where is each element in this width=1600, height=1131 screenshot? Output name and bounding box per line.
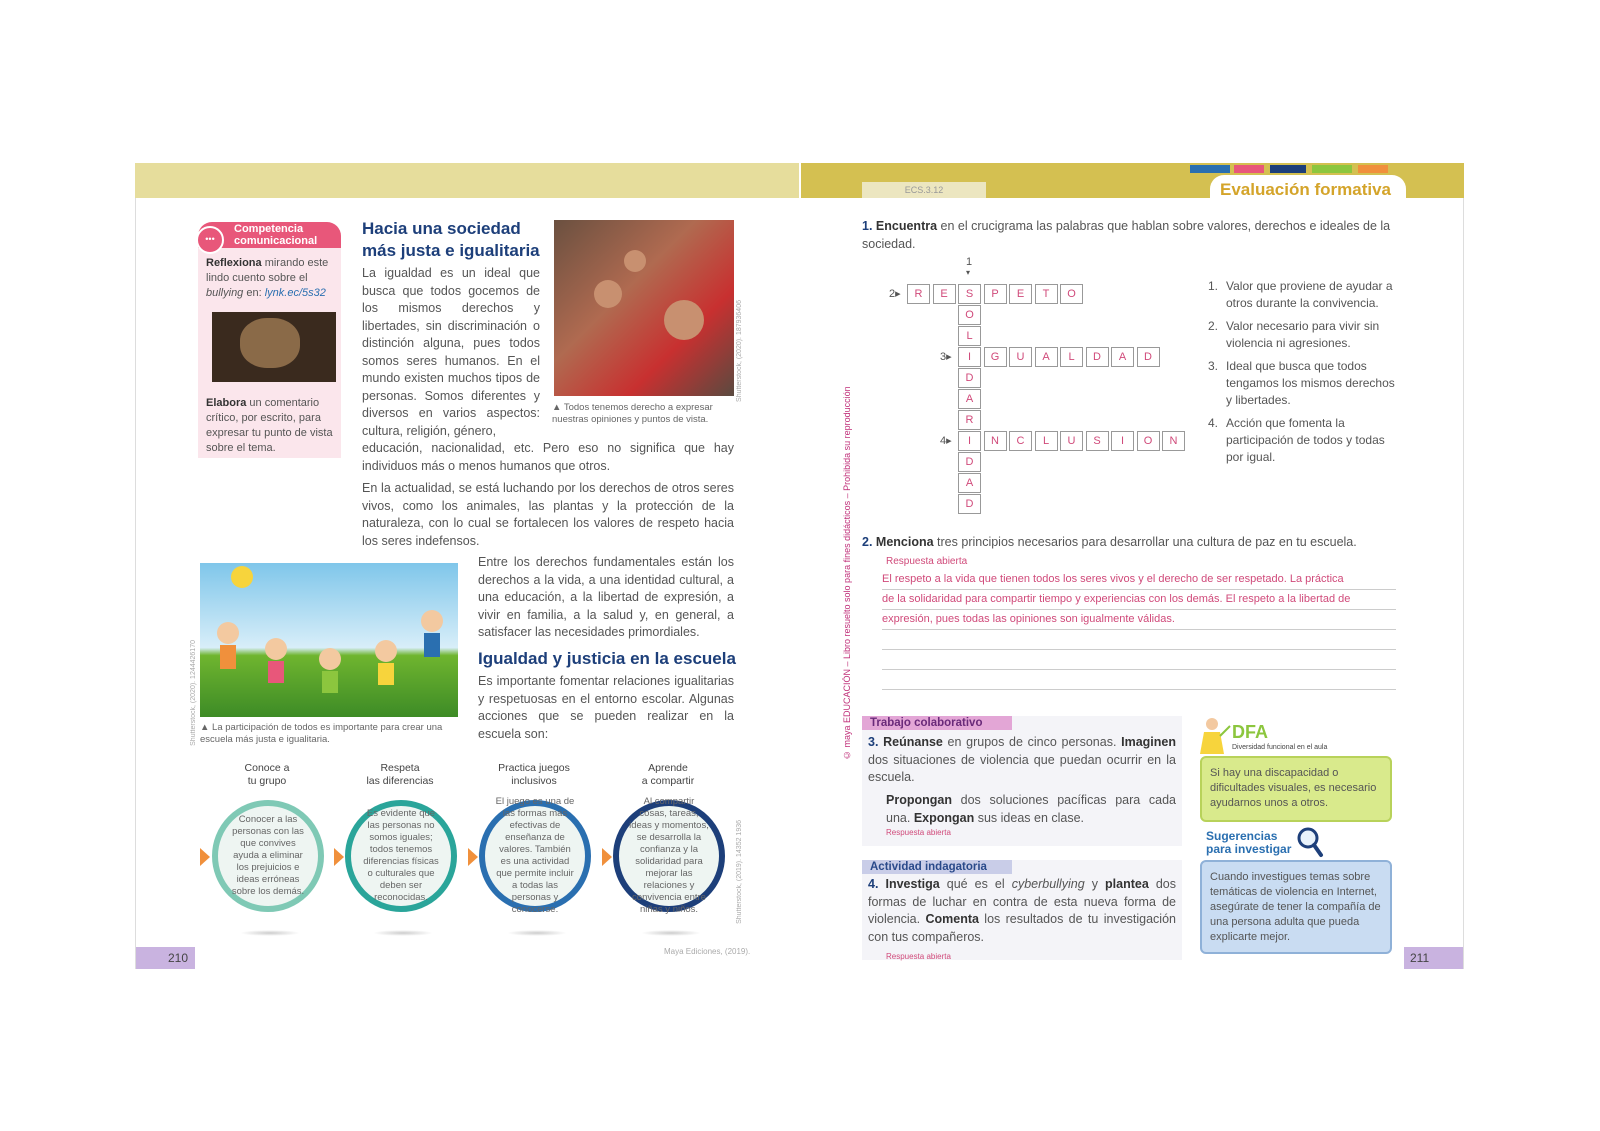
- circle-respeta: Es evidente que las personas no somos iguales; todos tenemos diferencias físicas o culturales que deben ser reconocidas.: [345, 800, 457, 912]
- footer-credit: Maya Ediciones, (2019).: [664, 947, 751, 956]
- paragraph-escuela: Es importante fomentar relaciones igualitarias y respetuosas en el entorno escolar. Algunas acciones que se pueden realizar en la escuela son:: [478, 674, 734, 741]
- sugerencias-box: Cuando investigues temas sobre temáticas de violencia en Internet, asegúrate de tener la compañía de una persona adulta que pueda explicarte mejor.: [1200, 860, 1392, 954]
- shadow: [373, 930, 433, 936]
- crossword-cell: C: [1009, 431, 1032, 451]
- crossword-cell: L: [958, 326, 981, 346]
- elabora-bold: Elabora: [206, 397, 247, 409]
- clue-text: Valor que proviene de ayudar a otros durante la convivencia.: [1226, 279, 1393, 310]
- clue-number: 2.: [1208, 319, 1219, 333]
- arrow-icon: [200, 848, 210, 866]
- clue-number: 3.: [1208, 359, 1219, 373]
- crossword-cell: I: [958, 347, 981, 367]
- crossword: [870, 256, 1190, 516]
- question-4: 4. Investiga qué es el cyberbullying y plantea dos formas de luchar en contra de esta nueva forma de violencia. Comenta los resultados de tu investigación con tus compañeros.: [868, 877, 1176, 944]
- competencia-title-2: comunicacional: [234, 235, 318, 247]
- crossword-cell: L: [1035, 431, 1058, 451]
- circle-aprende: Al compartir cosas, tareas, ideas y momentos, se desarrolla la confianza y la solidaridad para mejorar las relaciones y convivencia entre niñas y niños.: [613, 800, 725, 912]
- crossword-cell: I: [958, 431, 981, 451]
- crossword-cell: D: [1086, 347, 1109, 367]
- indagatoria-band: Actividad indagatoria: [862, 860, 1012, 874]
- q3-number: 3.: [868, 735, 879, 749]
- arrow-icon: [334, 848, 344, 866]
- reflexiona-text: [206, 256, 338, 301]
- paragraph-derechos-fundamentales: Entre los derechos fundamentales están los derechos a la vida, a una identidad cultural, a una educación, a la libertad de expresión, a vivir en familia, a la salud y, en general, a satisfacer las necesidades primordiales.: [478, 555, 734, 639]
- paragraph-igualdad-cont: educación, nacionalidad, etc. Pero eso no significa que hay individuos más o menos humanos que otros.: [362, 441, 734, 473]
- photo1-caption: ▲ Todos tenemos derecho a expresar nuestras opiniones y puntos de vista.: [552, 402, 713, 425]
- dfa-title: DFA: [1232, 722, 1268, 742]
- crossword-row-number: 3▸: [940, 351, 952, 363]
- crossword-down-number: 1: [966, 256, 973, 268]
- crossword-cell: N: [984, 431, 1007, 451]
- children-drawing: [200, 563, 458, 717]
- crossword-cell: E: [1009, 284, 1032, 304]
- crossword-cell: U: [1009, 347, 1032, 367]
- question-2: [862, 534, 1402, 552]
- crossword-cell: T: [1035, 284, 1058, 304]
- crossword-row-number: 2▸: [889, 288, 901, 300]
- crossword-cell: A: [958, 473, 981, 493]
- answer-line-1: El respeto a la vida que tienen todos los seres vivos y el derecho de ser respetado. La práctica: [882, 573, 1344, 585]
- q1-bold: Encuentra: [875, 219, 938, 233]
- q1-text: en el crucigrama las palabras que hablan sobre valores, derechos e ideales de la sociedad.: [862, 219, 1391, 251]
- photo1-credit: Shutterstock, (2020). 187936406: [736, 300, 743, 402]
- reflexiona-en: en:: [243, 287, 265, 299]
- crossword-cell: G: [984, 347, 1007, 367]
- circle-conoce: Conocer a las personas con las que convives ayuda a eliminar los prejuicios e ideas erróneas sobre los demás.: [212, 800, 324, 912]
- reflexiona-bold: Reflexiona: [206, 257, 262, 269]
- crossword-cell: U: [1060, 431, 1083, 451]
- crossword-cell: S: [1086, 431, 1109, 451]
- trabajo-band: Trabajo colaborativo: [862, 716, 1012, 730]
- photo2-credit: Shutterstock, (2020). 1244426170: [190, 640, 197, 746]
- q1-number: 1.: [862, 219, 873, 233]
- crossword-cell: A: [1111, 347, 1134, 367]
- video-character: [240, 318, 300, 368]
- crossword-clue: [1208, 415, 1398, 466]
- elabora-body: un comentario crítico, por escrito, para expresar tu punto de vista sobre el tema.: [206, 397, 333, 454]
- shadow: [507, 930, 567, 936]
- shadow: [641, 930, 701, 936]
- crossword-cell: P: [984, 284, 1007, 304]
- right-edge: [1463, 198, 1464, 969]
- sugerencias-title-2: para investigar: [1206, 842, 1292, 856]
- q2-answer-label: Respuesta abierta: [886, 556, 968, 567]
- shadow: [240, 930, 300, 936]
- section-title: Evaluación formativa: [1220, 180, 1392, 199]
- answer-line-2: de la solidaridad para compartir tiempo y experiencias con los demás. El respeto a la libertad de: [882, 593, 1351, 605]
- question-3-part-2: Propongan dos soluciones pacíficas para cada una. Expongan sus ideas en clase.: [886, 793, 1176, 825]
- circle-practica: El juego es una de las formas más efectivas de enseñanza de valores. También es una actividad que permite incluir a todas las personas y conocerse.: [479, 800, 591, 912]
- crossword-clue: [1208, 278, 1398, 312]
- crossword-cell: A: [958, 389, 981, 409]
- crossword-cell: S: [958, 284, 981, 304]
- heading-igualdad-escuela: Igualdad y justicia en la escuela: [478, 649, 736, 668]
- sugerencias-title-1: Sugerencias: [1206, 829, 1278, 843]
- crossword-cell: R: [907, 284, 930, 304]
- crossword-cell: D: [1137, 347, 1160, 367]
- arrow-icon: [602, 848, 612, 866]
- crossword-cell: O: [1060, 284, 1083, 304]
- circles-credit: Shutterstock, (2019). 14352 1936: [736, 820, 743, 924]
- circle-title-4: Aprende a compartir: [641, 762, 695, 787]
- sugerencias-title: [1206, 830, 1291, 856]
- crossword-clues: [1208, 278, 1398, 472]
- answer-line-3: expresión, pues todas las opiniones son igualmente válidas.: [882, 613, 1175, 625]
- dfa-box: Si hay una discapacidad o dificultades visuales, es necesario ayudarnos unos a otros.: [1200, 756, 1392, 822]
- crossword-clue: [1208, 318, 1398, 352]
- students-photo: [554, 220, 734, 396]
- left-header-bar: [135, 163, 799, 198]
- question-1: [862, 218, 1402, 253]
- curriculum-code: ECS.3.12: [862, 182, 986, 198]
- crossword-cell: O: [1137, 431, 1160, 451]
- dfa-subtitle: Diversidad funcional en el aula: [1232, 744, 1328, 751]
- heading-sociedad: [362, 218, 542, 262]
- q2-text: tres principios necesarios para desarrollar una cultura de paz en tu escuela.: [933, 535, 1357, 549]
- page-number-right: 211: [1410, 951, 1430, 965]
- crossword-cell: I: [1111, 431, 1134, 451]
- q3-answer: Respuesta abierta: [886, 828, 951, 837]
- clue-text: Acción que fomenta la participación de todos y todas por igual.: [1226, 416, 1385, 464]
- crossword-cell: D: [958, 494, 981, 514]
- reflexiona-body: mirando este lindo cuento sobre el: [206, 257, 329, 284]
- copyright-side-text: © maya EDUCACIÓN – Libro resuelto solo para fines didácticos – Prohibida su reproducción: [842, 386, 852, 760]
- crossword-cell: D: [958, 452, 981, 472]
- question-3: 3. Reúnanse en grupos de cinco personas. Imaginen dos situaciones de violencia que puedan ocurrir en la escuela.: [868, 735, 1176, 784]
- circle-title-2: Respeta las diferencias: [366, 762, 434, 787]
- arrow-icon: [468, 848, 478, 866]
- left-edge: [135, 198, 136, 969]
- crossword-cell: O: [958, 305, 981, 325]
- teacher-icon: [1196, 716, 1232, 756]
- heading-1-line-1: Hacia una sociedad: [362, 219, 521, 238]
- competencia-title-1: Competencia: [234, 223, 304, 235]
- pencils-decoration: [1190, 163, 1410, 175]
- paragraph-derechos-seres: En la actualidad, se está luchando por los derechos de otros seres vivos, como los animales, las plantas y la protección de la naturaleza, con lo cual se fortalecen los valores de respeto hacia los seres indefensos.: [362, 481, 734, 548]
- q4-number: 4.: [868, 877, 879, 891]
- clue-text: Ideal que busca que todos tengamos los mismos derechos y libertades.: [1226, 359, 1395, 407]
- crossword-row-number: 4▸: [940, 435, 952, 447]
- reflexiona-italic: bullying: [206, 287, 244, 299]
- children-illustration: [200, 563, 458, 717]
- crossword-clue: [1208, 358, 1398, 409]
- chat-icon: •••: [196, 226, 224, 254]
- q4-answer: Respuesta abierta: [886, 952, 951, 961]
- crossword-cell: E: [933, 284, 956, 304]
- heading-1-line-2: más justa e igualitaria: [362, 241, 540, 260]
- clue-number: 4.: [1208, 416, 1219, 430]
- elabora-text: [206, 396, 334, 456]
- q2-answer-lines: [882, 570, 1396, 690]
- page-number-left: 210: [168, 951, 189, 965]
- q2-number: 2.: [862, 535, 873, 549]
- crossword-cell: D: [958, 368, 981, 388]
- circle-title-3: Practica juegos inclusivos: [498, 762, 570, 787]
- photo2-caption: ▲ La participación de todos es importante para crear una escuela más justa e igualitaria.: [200, 722, 443, 745]
- circle-title-1: Conoce a tu grupo: [244, 762, 290, 787]
- crossword-cell: R: [958, 410, 981, 430]
- q2-bold: Menciona: [875, 535, 934, 549]
- crossword-down-arrow: ▾: [966, 268, 971, 277]
- clue-text: Valor necesario para vivir sin violencia ni agresiones.: [1226, 319, 1380, 350]
- paragraph-igualdad: La igualdad es un ideal que busca que todos gocemos de los mismos derechos y libertades, sin discriminación o distinción alguna, pues todos somos seres humanos. En el mundo existen muchos tipos de personas. Somos diferentes y diversos en varios aspectos: cultura, religión, género,: [362, 266, 540, 438]
- crossword-cell: L: [1060, 347, 1083, 367]
- video-link[interactable]: lynk.ec/5s32: [264, 287, 326, 299]
- clue-number: 1.: [1208, 279, 1219, 293]
- magnifier-icon: [1296, 826, 1324, 858]
- crossword-cell: A: [1035, 347, 1058, 367]
- crossword-cell: N: [1162, 431, 1185, 451]
